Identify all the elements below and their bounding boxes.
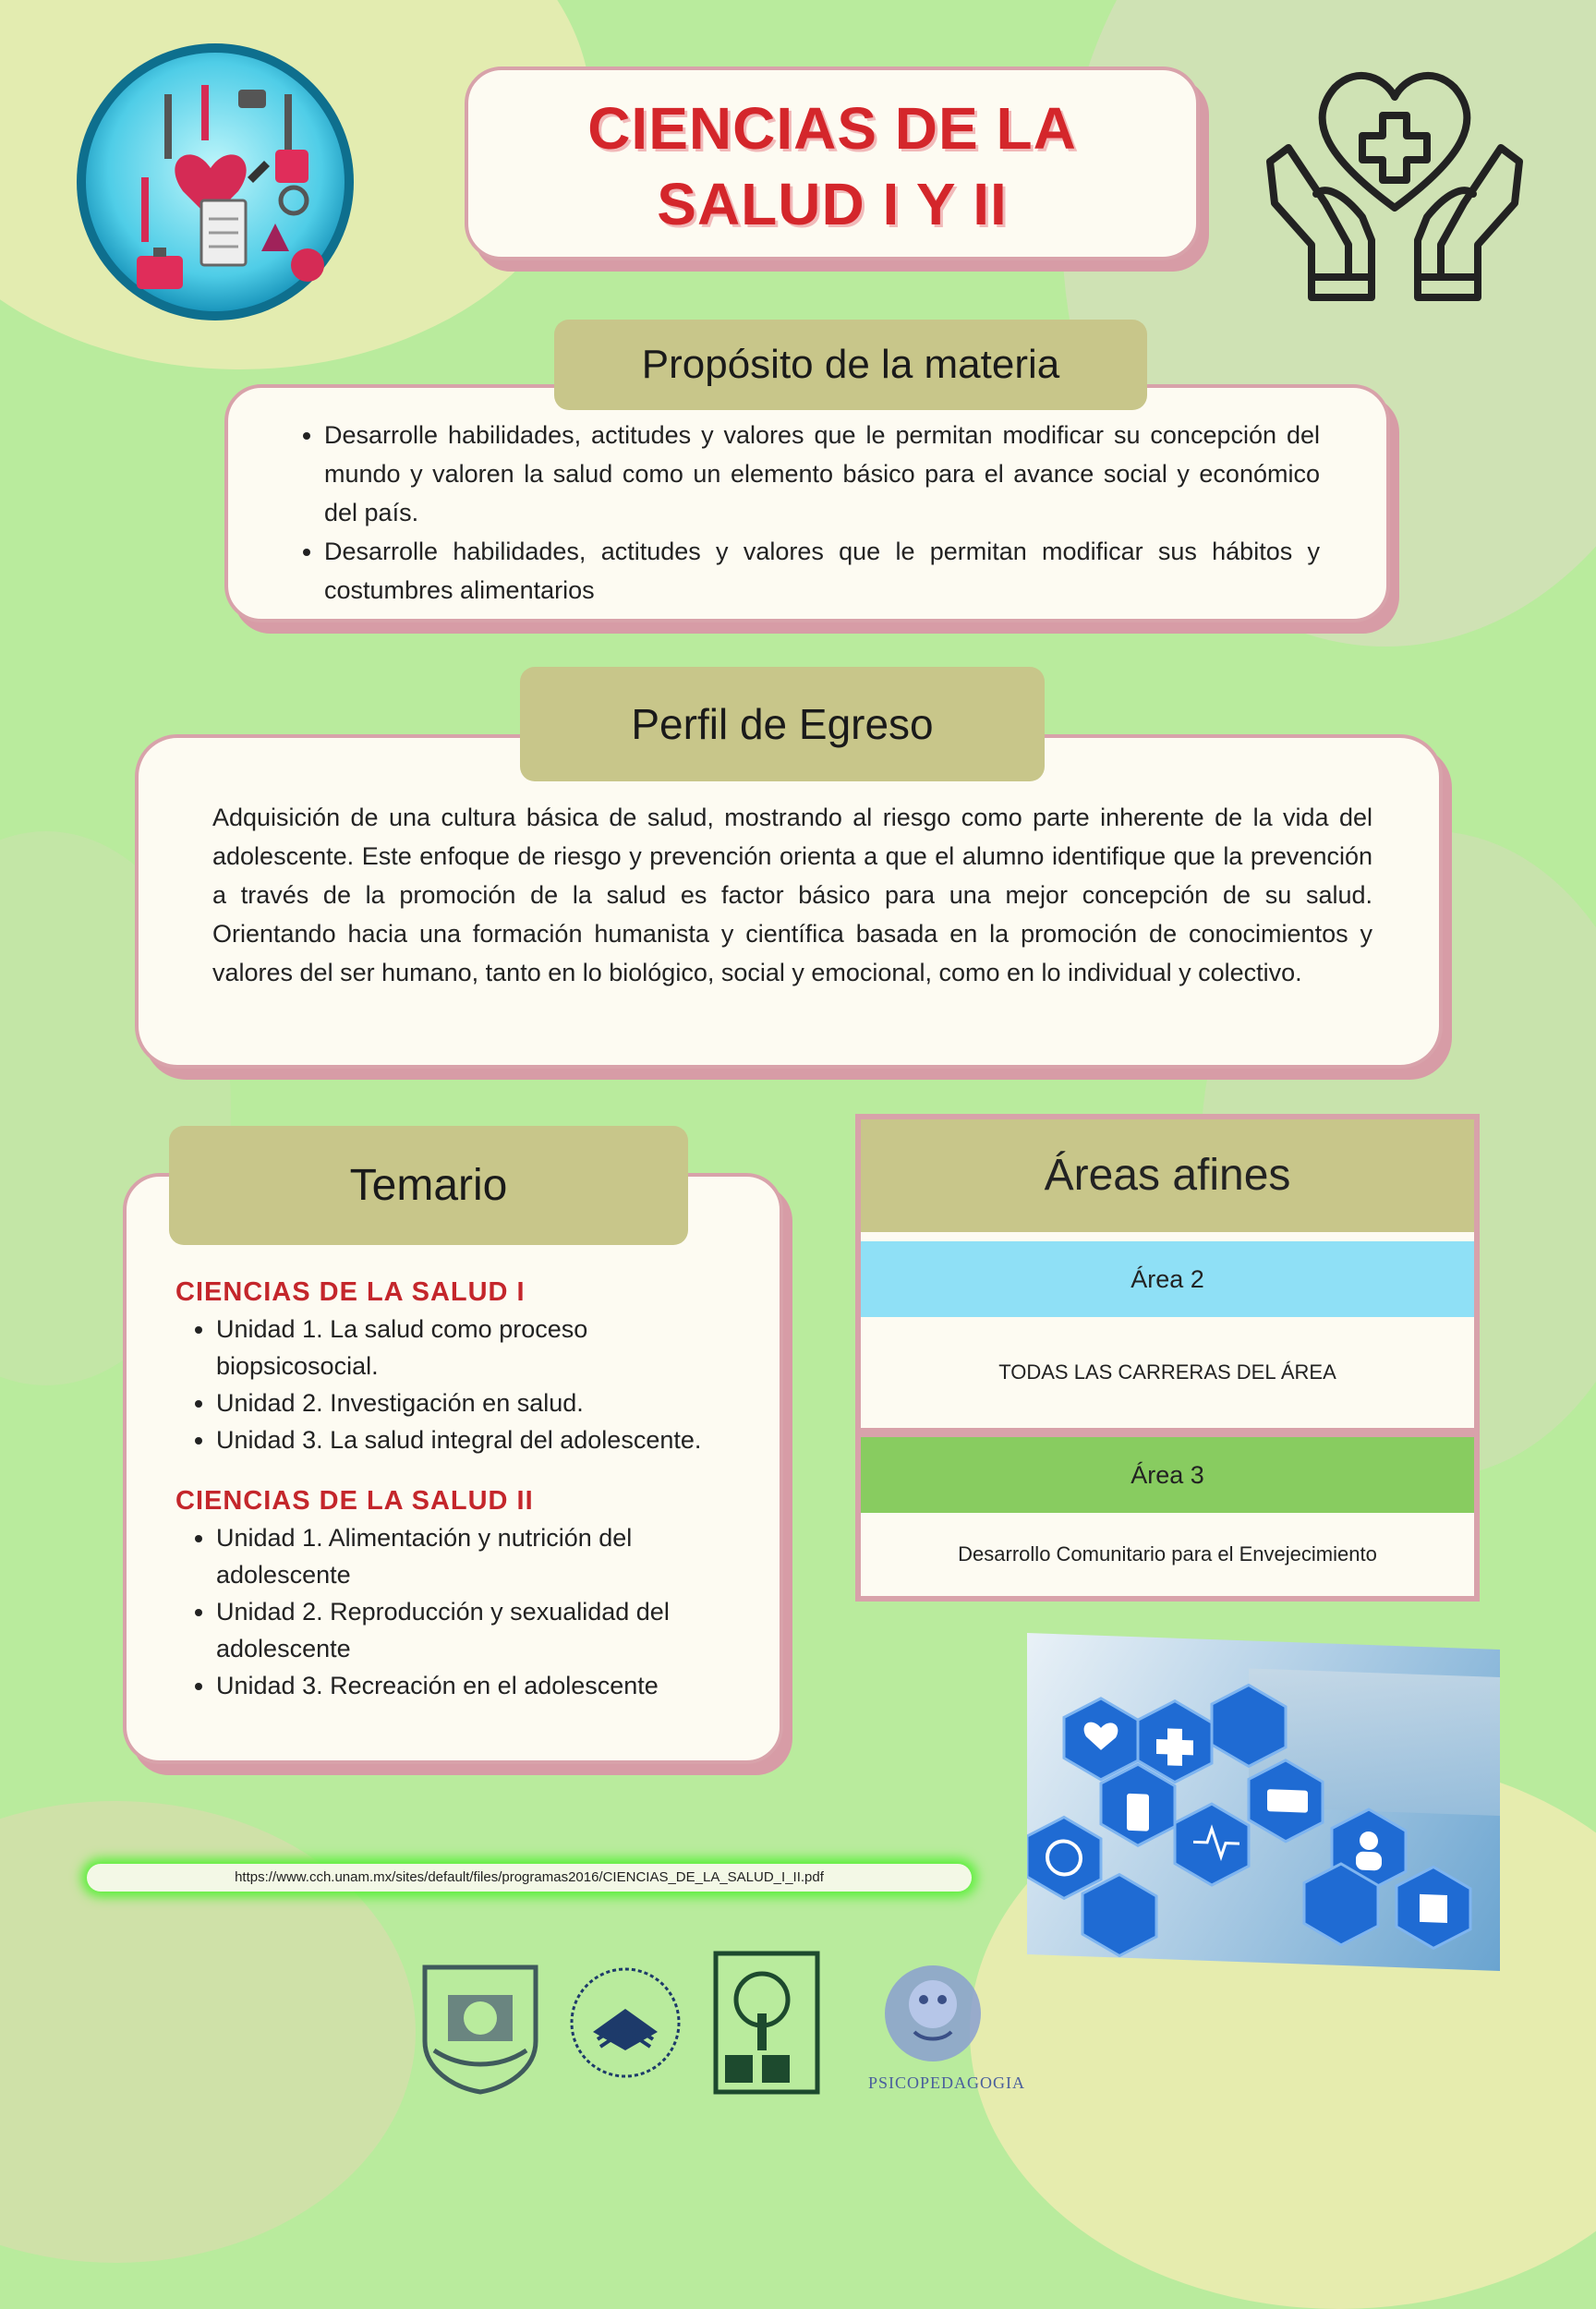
source-link-bar[interactable]	[87, 1864, 972, 1892]
areas-heading: Áreas afines	[1044, 1151, 1291, 1200]
temario-section-1-title: CIENCIAS DE LA SALUD I	[175, 1277, 526, 1307]
list-item: • Unidad 3. La salud integral del adolescente.	[216, 1421, 748, 1458]
proposito-heading-tab	[554, 320, 1147, 410]
heart-hands-icon-wrap	[1261, 55, 1529, 305]
psicopedagogia-logo-icon	[868, 1958, 998, 2069]
colegio-de-ciencias-y-humanidades-icon	[565, 1958, 685, 2087]
area-3-header: Área 3	[861, 1437, 1474, 1513]
list-item: • Unidad 2. Investigación en salud.	[216, 1384, 748, 1421]
areas-box	[855, 1114, 1480, 1602]
cch-oriente-icon	[711, 1949, 831, 2097]
list-item: • Desarrolle habilidades, actitudes y valores que le permitan modificar sus hábitos y costumbres alimentarios	[324, 532, 1320, 610]
temario-section-2-items	[175, 1519, 748, 1704]
title-line-1: CIENCIAS DE LA	[587, 95, 1077, 162]
temario-content	[175, 1274, 748, 1704]
medical-hexagon-icons	[1027, 1633, 1500, 1971]
medical-equipment-collage-icon	[72, 39, 358, 325]
area-2-body: TODAS LAS CARRERAS DEL ÁREA	[861, 1317, 1474, 1428]
temario-heading: Temario	[349, 1161, 508, 1210]
proposito-list	[295, 416, 1320, 610]
area-2-header: Área 2	[861, 1241, 1474, 1317]
perfil-text: Adquisición de una cultura básica de salud, mostrando al riesgo como parte inherente de la vida del adolescente. Este enfoque de riesgo y prevención orienta a que el alumno identifique que la prevención a través de la promoción de la salud es factor básico para una mejor concepción de su salud. Orientando hacia una formación humanista y científica basada en la promoción de conocimientos y valores del ser humano, tanto en lo biológico, social y emocional, como en lo individual y colectivo.	[212, 804, 1372, 986]
list-item: • Desarrolle habilidades, actitudes y valores que le permitan modificar su concepción del mundo y valoren la salud como un elemento básico para el avance social y económico del país.	[324, 416, 1320, 532]
proposito-heading: Propósito de la materia	[641, 342, 1060, 387]
temario-section-1-items	[175, 1311, 748, 1458]
areas-heading-band	[861, 1119, 1474, 1232]
page-title	[468, 70, 1196, 242]
title-card	[465, 66, 1200, 260]
psicopedagogia-label: PSICOPEDAGOGIA	[868, 2073, 1026, 2092]
area-3-body: Desarrollo Comunitario para el Envejecimiento	[861, 1513, 1474, 1596]
logos-row	[406, 1949, 1053, 2115]
temario-section-2-title: CIENCIAS DE LA SALUD II	[175, 1486, 534, 1516]
title-line-2: SALUD I Y II	[657, 171, 1008, 237]
perfil-heading-tab	[520, 667, 1045, 781]
heart-hands-plus-icon	[1261, 55, 1529, 305]
source-link-text[interactable]: https://www.cch.unam.mx/sites/default/files/programas2016/CIENCIAS_DE_LA_SALUD_I_II.pdf	[235, 1869, 824, 1885]
psicopedagogia-logo	[868, 1958, 1026, 2106]
list-item: • Unidad 1. La salud como proceso biopsicosocial.	[216, 1311, 748, 1384]
health-tech-image	[1027, 1633, 1500, 1971]
temario-heading-tab	[169, 1126, 688, 1245]
list-item: • Unidad 3. Recreación en el adolescente	[216, 1667, 748, 1704]
list-item: • Unidad 1. Alimentación y nutrición del adolescente	[216, 1519, 748, 1593]
proposito-items	[295, 416, 1320, 610]
medical-badge	[72, 39, 358, 325]
unam-seal-icon	[416, 1958, 545, 2097]
perfil-heading: Perfil de Egreso	[631, 700, 934, 748]
perfil-card	[135, 734, 1443, 1069]
temario-card	[123, 1173, 783, 1764]
list-item: • Unidad 2. Reproducción y sexualidad del adolescente	[216, 1593, 748, 1667]
proposito-card	[224, 384, 1390, 623]
area-divider	[861, 1428, 1474, 1437]
